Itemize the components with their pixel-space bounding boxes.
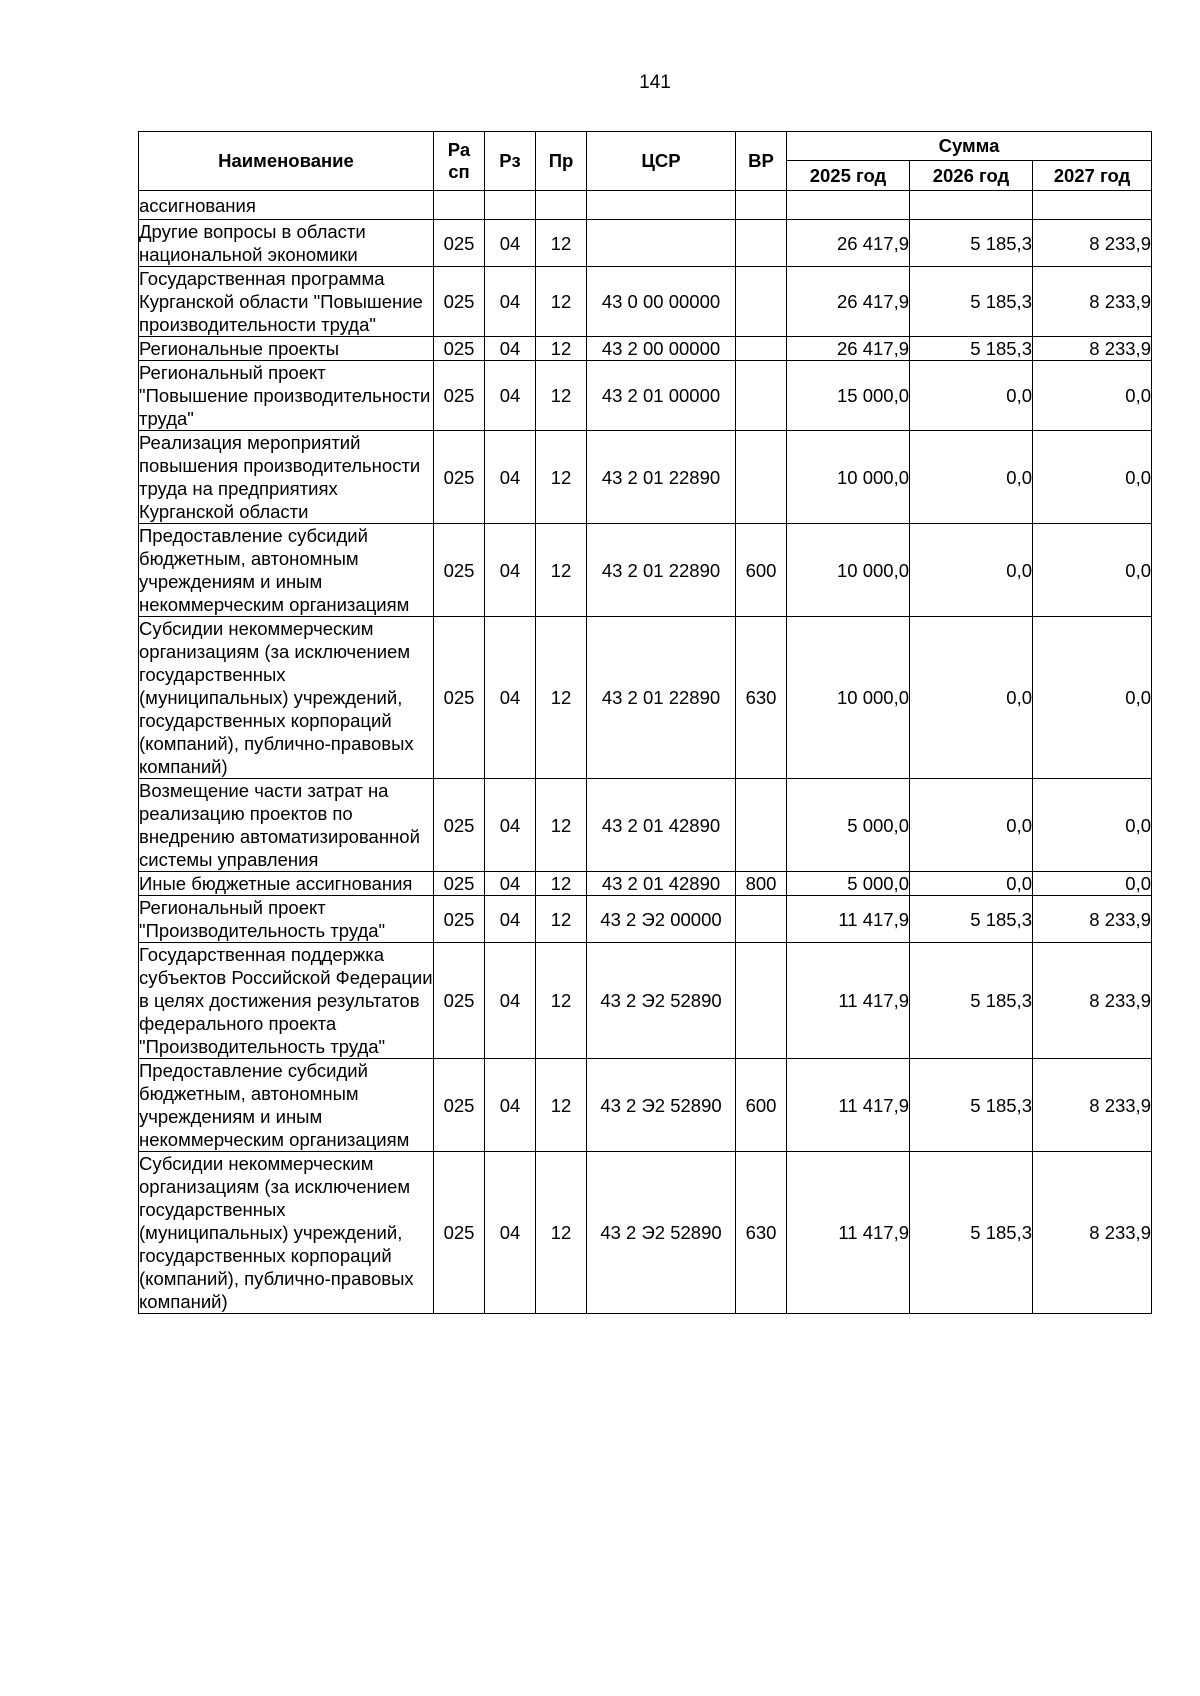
cell-sum-2026: 5 185,3 [910, 896, 1033, 943]
cell-name: Другие вопросы в области национальной экономики [139, 220, 434, 267]
cell-name: Возмещение части затрат на реализацию проектов по внедрению автоматизированной системы управления [139, 779, 434, 872]
header-2025: 2025 год [787, 161, 910, 191]
cell-rz: 04 [485, 943, 536, 1059]
cell-vr [736, 431, 787, 524]
table-row [139, 431, 1152, 524]
cell-pr: 12 [536, 872, 587, 896]
cell-sum-2025: 26 417,9 [787, 220, 910, 267]
cell-rasp: 025 [434, 337, 485, 361]
cell-sum-2025: 11 417,9 [787, 896, 910, 943]
cell-name: Иные бюджетные ассигнования [139, 872, 434, 896]
cell-pr [536, 191, 587, 220]
cell-name: ассигнования [139, 191, 434, 220]
cell-rasp: 025 [434, 896, 485, 943]
cell-pr: 12 [536, 220, 587, 267]
cell-sum-2026: 0,0 [910, 361, 1033, 431]
cell-sum-2027 [1033, 191, 1152, 220]
cell-pr: 12 [536, 943, 587, 1059]
cell-rz: 04 [485, 524, 536, 617]
cell-pr: 12 [536, 431, 587, 524]
cell-sum-2027: 0,0 [1033, 524, 1152, 617]
cell-pr: 12 [536, 1059, 587, 1152]
cell-sum-2025: 5 000,0 [787, 779, 910, 872]
cell-rasp: 025 [434, 1059, 485, 1152]
cell-sum-2026: 0,0 [910, 779, 1033, 872]
header-rz: Рз [485, 132, 536, 191]
cell-csr: 43 2 01 22890 [587, 431, 736, 524]
cell-rz: 04 [485, 779, 536, 872]
cell-rz: 04 [485, 337, 536, 361]
cell-pr: 12 [536, 337, 587, 361]
cell-sum-2027: 0,0 [1033, 431, 1152, 524]
cell-name: Региональные проекты [139, 337, 434, 361]
cell-pr: 12 [536, 1152, 587, 1314]
cell-sum-2025: 11 417,9 [787, 1059, 910, 1152]
cell-csr: 43 2 Э2 52890 [587, 1059, 736, 1152]
cell-sum-2027: 8 233,9 [1033, 896, 1152, 943]
cell-sum-2025 [787, 191, 910, 220]
cell-rasp: 025 [434, 267, 485, 337]
table-row [139, 617, 1152, 779]
cell-sum-2027: 0,0 [1033, 361, 1152, 431]
cell-pr: 12 [536, 779, 587, 872]
table-row [139, 337, 1152, 361]
cell-csr: 43 2 00 00000 [587, 337, 736, 361]
cell-rz [485, 191, 536, 220]
header-pr: Пр [536, 132, 587, 191]
table-row [139, 779, 1152, 872]
cell-rz: 04 [485, 220, 536, 267]
cell-rasp: 025 [434, 431, 485, 524]
cell-vr [736, 896, 787, 943]
cell-csr: 43 2 01 22890 [587, 524, 736, 617]
cell-vr [736, 779, 787, 872]
cell-sum-2027: 8 233,9 [1033, 267, 1152, 337]
cell-pr: 12 [536, 361, 587, 431]
cell-sum-2027: 8 233,9 [1033, 337, 1152, 361]
cell-csr [587, 191, 736, 220]
header-2026: 2026 год [910, 161, 1033, 191]
cell-sum-2027: 0,0 [1033, 779, 1152, 872]
cell-csr: 43 2 01 42890 [587, 779, 736, 872]
cell-rz: 04 [485, 361, 536, 431]
cell-csr: 43 2 01 42890 [587, 872, 736, 896]
cell-pr: 12 [536, 896, 587, 943]
cell-sum-2027: 8 233,9 [1033, 220, 1152, 267]
header-rasp-line1: Ра [447, 139, 471, 160]
header-csr: ЦСР [587, 132, 736, 191]
cell-rasp: 025 [434, 779, 485, 872]
header-2027: 2027 год [1033, 161, 1152, 191]
cell-pr: 12 [536, 267, 587, 337]
cell-sum-2026 [910, 191, 1033, 220]
cell-vr [736, 267, 787, 337]
table-header [139, 132, 1152, 191]
cell-sum-2026: 5 185,3 [910, 1152, 1033, 1314]
cell-vr [736, 361, 787, 431]
cell-csr: 43 2 Э2 52890 [587, 1152, 736, 1314]
cell-name: Региональный проект "Производительность труда" [139, 896, 434, 943]
table-row [139, 191, 1152, 220]
cell-vr [736, 220, 787, 267]
cell-vr: 630 [736, 617, 787, 779]
cell-sum-2025: 10 000,0 [787, 617, 910, 779]
cell-sum-2026: 5 185,3 [910, 220, 1033, 267]
cell-csr: 43 2 Э2 52890 [587, 943, 736, 1059]
cell-sum-2025: 26 417,9 [787, 267, 910, 337]
cell-rasp: 025 [434, 524, 485, 617]
cell-sum-2027: 8 233,9 [1033, 943, 1152, 1059]
cell-rz: 04 [485, 896, 536, 943]
page-number: 141 [639, 72, 671, 93]
cell-sum-2025: 5 000,0 [787, 872, 910, 896]
cell-name: Предоставление субсидий бюджетным, автономным учреждениям и иным некоммерческим организациям [139, 1059, 434, 1152]
header-rasp [434, 132, 485, 191]
cell-vr: 600 [736, 1059, 787, 1152]
cell-name: Государственная поддержка субъектов Российской Федерации в целях достижения результатов федерального проекта "Производительность труда" [139, 944, 433, 1057]
table-body [139, 191, 1152, 1314]
cell-name: Государственная программа Курганской области "Повышение производительности труда" [139, 267, 434, 337]
cell-sum-2027: 0,0 [1033, 617, 1152, 779]
cell-vr: 630 [736, 1152, 787, 1314]
table-row [139, 524, 1152, 617]
table-row [139, 1152, 1152, 1314]
table-row [139, 872, 1152, 896]
table-row [139, 1059, 1152, 1152]
header-sum: Сумма [787, 132, 1152, 161]
cell-csr: 43 2 01 00000 [587, 361, 736, 431]
table-row [139, 361, 1152, 431]
header-rasp-line2: сп [448, 161, 470, 182]
cell-rz: 04 [485, 431, 536, 524]
cell-csr: 43 2 01 22890 [587, 617, 736, 779]
cell-vr: 800 [736, 872, 787, 896]
budget-table [138, 131, 1152, 1314]
cell-name: Региональный проект "Повышение производительности труда" [139, 361, 434, 431]
cell-sum-2026: 5 185,3 [910, 1059, 1033, 1152]
cell-sum-2027: 8 233,9 [1033, 1152, 1152, 1314]
cell-rasp: 025 [434, 220, 485, 267]
cell-sum-2026: 5 185,3 [910, 337, 1033, 361]
cell-sum-2026: 5 185,3 [910, 943, 1033, 1059]
cell-rasp: 025 [434, 872, 485, 896]
cell-name: Реализация мероприятий повышения производительности труда на предприятиях Курганской области [139, 431, 434, 524]
cell-vr [736, 943, 787, 1059]
cell-vr: 600 [736, 524, 787, 617]
cell-sum-2025: 26 417,9 [787, 337, 910, 361]
cell-rz: 04 [485, 617, 536, 779]
cell-sum-2025: 10 000,0 [787, 431, 910, 524]
cell-rasp: 025 [434, 361, 485, 431]
cell-sum-2025: 10 000,0 [787, 524, 910, 617]
table-row [139, 896, 1152, 943]
cell-sum-2026: 0,0 [910, 431, 1033, 524]
cell-csr: 43 2 Э2 00000 [587, 896, 736, 943]
cell-sum-2025: 11 417,9 [787, 1152, 910, 1314]
cell-sum-2026: 0,0 [910, 872, 1033, 896]
cell-name: Предоставление субсидий бюджетным, автономным учреждениям и иным некоммерческим организациям [139, 524, 434, 617]
cell-rasp: 025 [434, 1152, 485, 1314]
cell-rasp [434, 191, 485, 220]
header-name: Наименование [139, 132, 434, 191]
cell-sum-2025: 11 417,9 [787, 943, 910, 1059]
cell-rz: 04 [485, 267, 536, 337]
cell-rz: 04 [485, 1152, 536, 1314]
cell-rasp: 025 [434, 943, 485, 1059]
cell-rz: 04 [485, 872, 536, 896]
table-row [139, 267, 1152, 337]
table-row [139, 943, 1152, 1059]
cell-sum-2025: 15 000,0 [787, 361, 910, 431]
cell-sum-2026: 0,0 [910, 524, 1033, 617]
cell-rz: 04 [485, 1059, 536, 1152]
cell-sum-2027: 0,0 [1033, 872, 1152, 896]
cell-vr [736, 191, 787, 220]
cell-sum-2026: 0,0 [910, 617, 1033, 779]
cell-vr [736, 337, 787, 361]
cell-pr: 12 [536, 617, 587, 779]
header-vr: ВР [736, 132, 787, 191]
cell-pr: 12 [536, 524, 587, 617]
cell-name: Субсидии некоммерческим организациям (за исключением государственных (муниципальных) учреждений, государственных корпораций (компаний), публично-правовых компаний) [139, 1152, 434, 1314]
cell-sum-2027: 8 233,9 [1033, 1059, 1152, 1152]
cell-name: Субсидии некоммерческим организациям (за исключением государственных (муниципальных) учреждений, государственных корпораций (компаний), публично-правовых компаний) [139, 617, 434, 779]
cell-csr: 43 0 00 00000 [587, 267, 736, 337]
cell-csr [587, 220, 736, 267]
cell-sum-2026: 5 185,3 [910, 267, 1033, 337]
table-row [139, 220, 1152, 267]
cell-rasp: 025 [434, 617, 485, 779]
